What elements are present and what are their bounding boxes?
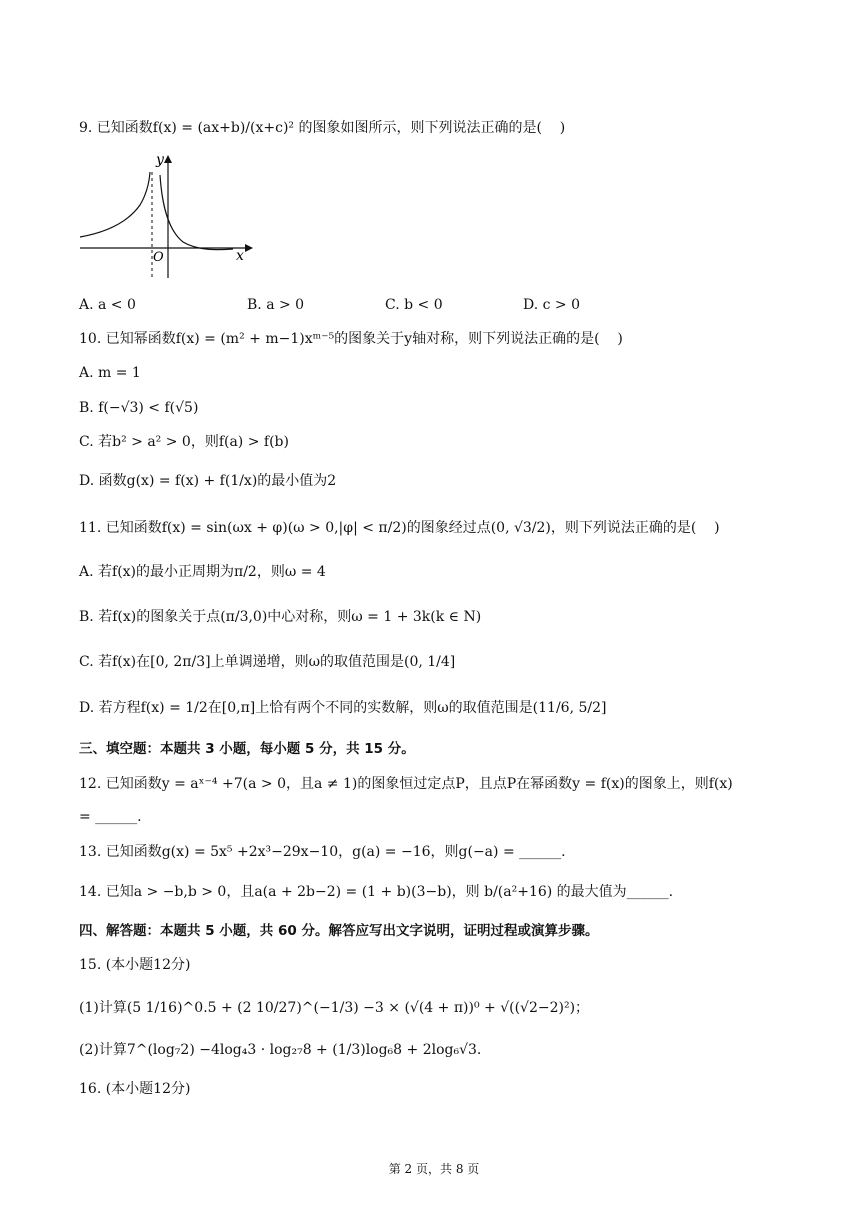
q12-line1: 12. 已知函数y = aˣ⁻⁴ +7(a > 0，且a ≠ 1)的图象恒过定点P，且点P在幂函数y = f(x)的图象上，则f(x): [79, 776, 733, 792]
q10-stem: 10. 已知幂函数f(x) = (m² + m−1)xᵐ⁻⁵的图象关于y轴对称，则下列说法正确的是( ): [79, 331, 623, 347]
q11-option-b[interactable]: B. 若f(x)的图象关于点(π/3,0)中心对称，则ω = 1 + 3k(k ∈ N): [79, 609, 482, 625]
q13: 13. 已知函数g(x) = 5x⁵ +2x³−29x−10，g(a) = −16，则g(−a) = ______.: [79, 844, 566, 860]
q10-option-a[interactable]: A. m = 1: [79, 365, 141, 381]
q9-stem: 9. 已知函数f(x) = (ax+b)/(x+c)² 的图象如图所示，则下列说法正确的是( ): [79, 120, 566, 136]
graph-y-label: y: [156, 152, 164, 168]
q9-function-graph: [78, 150, 253, 280]
section-3-heading: 三、填空题：本题共 3 小题，每小题 5 分，共 15 分。: [79, 741, 415, 757]
page-footer: 第 2 页，共 8 页: [388, 1162, 480, 1176]
q11-option-a[interactable]: A. 若f(x)的最小正周期为π/2，则ω = 4: [79, 564, 326, 580]
q12-line2: = ______.: [79, 809, 142, 825]
q9-option-b[interactable]: B. a > 0: [247, 297, 305, 313]
q9-option-c[interactable]: C. b < 0: [385, 297, 443, 313]
section-4-heading: 四、解答题：本题共 5 小题，共 60 分。解答应写出文字说明，证明过程或演算步骤。: [79, 923, 599, 939]
q9-option-d[interactable]: D. c > 0: [523, 297, 581, 313]
q15-part2: (2)计算7^(log₇2) −4log₄3 · log₂₇8 + (1/3)log₆8 + 2log₆√3.: [79, 1042, 482, 1058]
q10-option-b[interactable]: B. f(−√3) < f(√5): [79, 400, 199, 416]
q15-heading: 15. (本小题12分): [79, 957, 191, 973]
q10-option-d[interactable]: D. 函数g(x) = f(x) + f(1/x)的最小值为2: [79, 473, 337, 489]
q15-part1: (1)计算(5 1/16)^0.5 + (2 10/27)^(−1/3) −3 × (√(4 + π))⁰ + √((√2−2)²)；: [79, 1000, 590, 1016]
q16-heading: 16. (本小题12分): [79, 1081, 191, 1097]
graph-origin-label: O: [153, 250, 164, 265]
q11-option-c[interactable]: C. 若f(x)在[0, 2π/3]上单调递增，则ω的取值范围是(0, 1/4]: [79, 654, 456, 670]
q11-stem: 11. 已知函数f(x) = sin(ωx + φ)(ω > 0,|φ| < π/2)的图象经过点(0, √3/2)，则下列说法正确的是( ): [79, 520, 720, 536]
q10-option-c[interactable]: C. 若b² > a² > 0，则f(a) > f(b): [79, 434, 289, 450]
graph-x-label: x: [236, 248, 244, 264]
q9-option-a[interactable]: A. a < 0: [79, 297, 136, 313]
q11-option-d[interactable]: D. 若方程f(x) = 1/2在[0,π]上恰有两个不同的实数解，则ω的取值范围是(11/6, 5/2]: [79, 700, 607, 716]
q14: 14. 已知a > −b,b > 0，且a(a + 2b−2) = (1 + b)(3−b)，则 b/(a²+16) 的最大值为______.: [79, 884, 674, 900]
